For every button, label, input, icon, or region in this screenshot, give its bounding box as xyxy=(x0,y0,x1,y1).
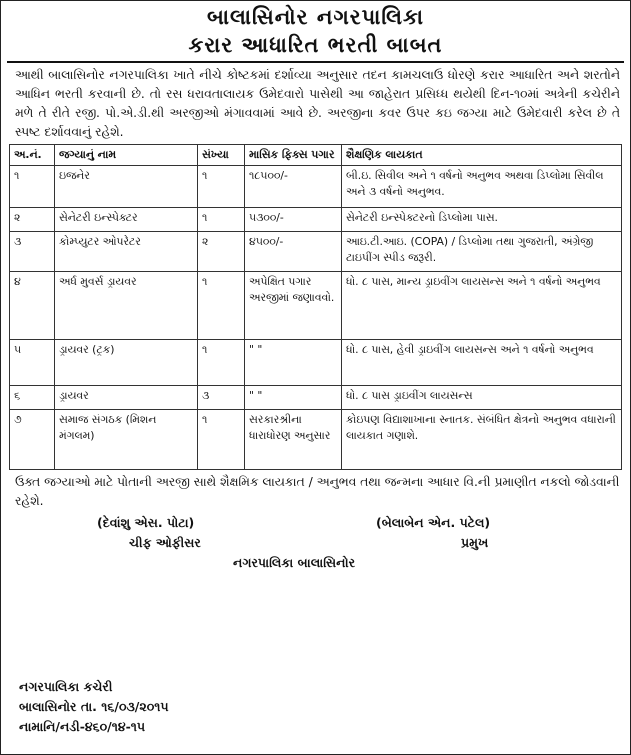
cell-qualification: બી.ઇ. સિવીલ અને ૧ વર્ષનો અનુભવ અથવા ડિપ્લોમા સિવીલ અને ૩ વર્ષનો અનુભવ. xyxy=(342,166,622,208)
signature-block xyxy=(1,511,630,571)
cell-salary: સરકારશ્રીના ધારાધોરણ અનુસાર xyxy=(245,410,342,470)
cell-count: ૧ xyxy=(198,166,245,208)
cell-count: ૨ xyxy=(198,232,245,272)
cell-serial: ૪ xyxy=(10,272,55,340)
cell-post: સમાજ સંગઠક (મિશન મંગલમ) xyxy=(55,410,198,470)
cell-qualification: આઇ.ટી.આઇ. (COPA) / ડિપ્લોમા તથા ગુજરાતી, અંગ્રેજી ટાઇપીંગ સ્પીડ જરૂરી. xyxy=(342,232,622,272)
cell-post: ઇજનેર xyxy=(55,166,198,208)
table-row xyxy=(10,232,622,272)
cell-count: ૧ xyxy=(198,410,245,470)
reference-number: નામાનિ/નડી-૪૬૦/૧૪-૧૫ xyxy=(19,719,146,734)
col-header-count: સંખ્યા xyxy=(198,145,245,166)
table-row xyxy=(10,208,622,232)
cell-post: સેનેટરી ઇન્સ્પેક્ટર xyxy=(55,208,198,232)
notice-subject: કરાર આધારિત ભરતી બાબત xyxy=(7,31,624,63)
office-date: બાલાસિનોર તા. ૧૬/૦૩/૨૦૧૫ xyxy=(19,699,169,714)
cell-serial: ૧ xyxy=(10,166,55,208)
cell-serial: ૬ xyxy=(10,386,55,410)
table-row xyxy=(10,410,622,470)
cell-count: ૧ xyxy=(198,340,245,386)
cell-count: ૧ xyxy=(198,272,245,340)
office-block xyxy=(19,677,169,737)
chief-officer-name: (દેવાંશુ એસ. પોટા) xyxy=(97,515,195,530)
cell-serial: ૭ xyxy=(10,410,55,470)
chief-officer-title: ચીફ ઓફીસર xyxy=(129,535,201,550)
cell-qualification: ધો. ૮ પાસ ડ્રાઇવીંગ લાયસન્સ xyxy=(342,386,622,410)
cell-serial: ૨ xyxy=(10,208,55,232)
president-name: (બેલાબેન એન. પટેલ) xyxy=(376,515,491,530)
table-row xyxy=(10,386,622,410)
attachment-note: ઉક્ત જગ્યાઓ માટે પોતાની અરજી સાથે શૈક્ષમિક લાયકાત / અનુભવ તથા જન્મના આધાર વિ.ની પ્રમાણીત નકલો જોડવાની રહેશે. xyxy=(15,475,620,508)
col-header-post: જગ્યાનું નામ xyxy=(55,145,198,166)
municipality-title: બાલાસિનોર નગરપાલિકા xyxy=(206,5,425,29)
cell-salary: ૧૮૫૦૦/- xyxy=(245,166,342,208)
table-header-row xyxy=(10,145,622,166)
intro-paragraph: આથી બાલાસિનોર નગરપાલિકા ખાતે નીચે કોષ્ટકમાં દર્શાવ્યા અનુસાર તદન કામચલાઉ ધોરણે કરાર આધારિત અને શરતોને આધિન ભરતી કરવાની છે. તો રસ ધરાવતાલાયક ઉમેદવારો પાસેથી આ જાહેરાત પ્રસિધ્ધ થયેથી દિન-૧૦માં અત્રેની કચેરીને મળે તે રીતે રજી. પો.એ.ડી.થી અરજીઓ મંગાવવામાં આવે છે. અરજીના કવર ઉપર કઇ જગ્યા માટે ઉમેદવારી કરેલ છે તે સ્પષ્ટ દર્શાવવાનું રહેશે. xyxy=(15,68,620,139)
cell-serial: ૩ xyxy=(10,232,55,272)
vacancy-table xyxy=(9,144,622,470)
office-name: નગરપાલિકા કચેરી xyxy=(19,679,113,694)
cell-post: અર્ધ મુવર્સ ડ્રાયવર xyxy=(55,272,198,340)
cell-salary: અપેક્ષિત પગાર અરજીમાં જણાવવો. xyxy=(245,272,342,340)
col-header-serial: અ.નં. xyxy=(10,145,55,166)
cell-count: ૧ xyxy=(198,208,245,232)
cell-count: ૩ xyxy=(198,386,245,410)
cell-salary: " " xyxy=(245,386,342,410)
cell-qualification: ધો. ૮ પાસ, માન્ય ડ્રાઇવીંગ લાયસન્સ અને ૧ વર્ષનો અનુભવ xyxy=(342,272,622,340)
cell-post: ડ્રાયવર (ટ્રક) xyxy=(55,340,198,386)
table-row xyxy=(10,340,622,386)
title-block xyxy=(7,3,624,63)
president-title: પ્રમુખ xyxy=(461,535,489,550)
municipality-signoff: નગરપાલિકા બાલાસિનોર xyxy=(233,555,356,570)
cell-post: ડ્રાયવર xyxy=(55,386,198,410)
cell-qualification: સેનેટરી ઇન્સ્પેક્ટરનો ડિપ્લોમા પાસ. xyxy=(342,208,622,232)
cell-serial: ૫ xyxy=(10,340,55,386)
cell-qualification: ધો. ૮ પાસ, હેવી ડ્રાઇવીંગ લાયસન્સ અને ૧ વર્ષનો અનુભવ xyxy=(342,340,622,386)
cell-salary: ૪૫૦૦/- xyxy=(245,232,342,272)
cell-qualification: કોઇપણ વિદ્યાશાખાના સ્નાતક. સંબંધિત ક્ષેત્રનો અનુભવ વધારાની લાયકાત ગણાશે. xyxy=(342,410,622,470)
table-row xyxy=(10,166,622,208)
cell-salary: " " xyxy=(245,340,342,386)
col-header-qualification: શૈક્ષણિક લાયકાત xyxy=(342,145,622,166)
cell-post: કોમ્પ્યુટર ઓપરેટર xyxy=(55,232,198,272)
col-header-salary: માસિક ફિક્સ પગાર xyxy=(245,145,342,166)
cell-salary: ૫૩૦૦/- xyxy=(245,208,342,232)
table-row xyxy=(10,272,622,340)
